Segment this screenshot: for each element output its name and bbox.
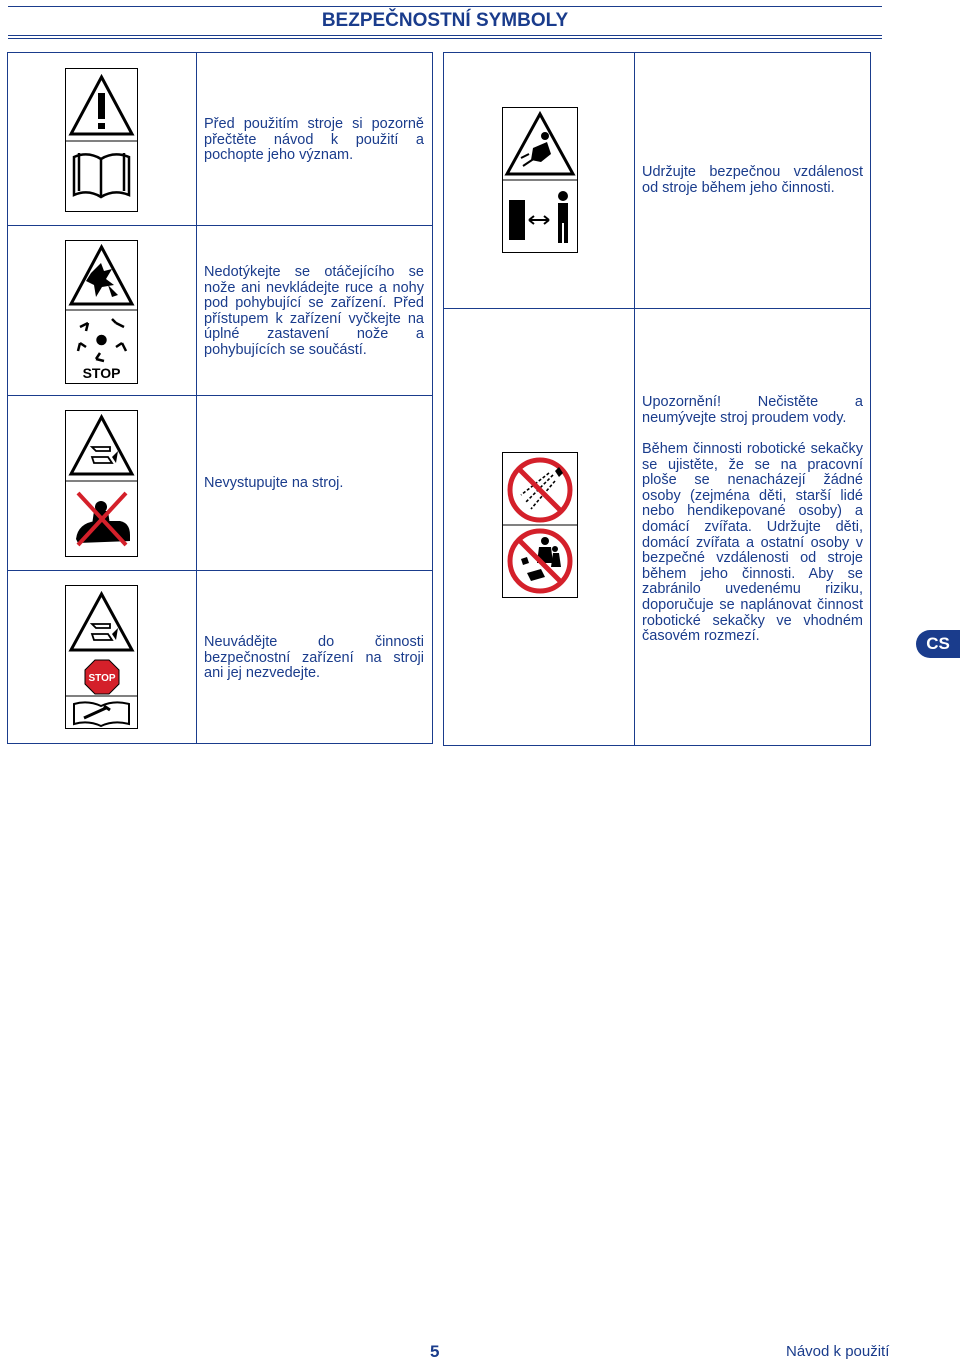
- warning-triangle-icon: [71, 77, 132, 134]
- no-water-jet-icon: [510, 460, 570, 520]
- stop-label: STOP: [88, 673, 116, 684]
- page-number: 5: [430, 1342, 440, 1361]
- foot-blade-warning-icon: [71, 417, 132, 474]
- right-table-column-divider: [634, 52, 635, 745]
- manual-wrench-icon: [74, 702, 129, 726]
- foot-blade-warning-icon: [71, 594, 132, 650]
- footer-doc-title: Návod k použití: [786, 1343, 890, 1360]
- row-children-pets-text: Během činnosti robotické sekačky se ujistěte, že se na pracovní ploše se nenacházejí žádné osoby (zejména děti, starší lidé nebo hendikepované osoby) a domácí zvířata. Udržujte děti, domácí zvířata a ostatní osoby v bezpečné vzdálenosti od stroje během jeho činnosti. Aby se zabránilo uvedenému riziku, doporučuje se naplánovat činnost robotické sekačky ve vhodném časovém rozmezí.: [642, 441, 863, 645]
- row-blade-text: Nedotýkejte se otáčejícího se nože ani nevkládejte ruce a nohy pod pohybující se zařízení. Před přístupem k zařízení vyčkejte na úplné zastavení nože a pohybujících se součástí.: [204, 264, 424, 358]
- header-bar: [8, 6, 882, 36]
- no-riding-icon: [76, 493, 130, 545]
- no-riding-icon-box: [65, 410, 138, 557]
- projectile-warning-icon: [507, 114, 573, 174]
- prohibition-icon-box: [502, 452, 578, 598]
- row-no-riding-text: Nevystupujte na stroj.: [204, 475, 344, 491]
- keep-distance-icon: [509, 191, 568, 243]
- left-table-row-divider: [7, 395, 432, 396]
- rotating-blade-icon: [78, 319, 126, 361]
- page-title: BEZPEČNOSTNÍ SYMBOLY: [321, 10, 569, 31]
- left-table-row-divider: [7, 225, 432, 226]
- read-manual-icon-box: [65, 68, 138, 212]
- blade-warning-icon-box: [65, 240, 138, 384]
- row-safety-device-text: Neuvádějte do činnosti bezpečnostní zařízení na stroji ani jej nezvedejte.: [204, 634, 424, 682]
- row-water-warning-text: Upozornění! Nečistěte a neumývejte stroj proudem vody.: [642, 394, 863, 426]
- stop-sign-icon: [85, 660, 119, 694]
- right-table-row-divider: [443, 308, 870, 309]
- left-table-row-divider: [7, 570, 432, 571]
- row-keep-distance-text: Udržujte bezpečnou vzdálenost od stroje během jeho činnosti.: [642, 164, 863, 196]
- keep-distance-icon-box: [502, 107, 578, 253]
- safety-device-icon-box: [65, 585, 138, 729]
- open-book-icon: [74, 153, 129, 197]
- header-underline: [8, 38, 882, 39]
- no-children-pets-icon: [510, 531, 570, 591]
- left-table-column-divider: [196, 52, 197, 743]
- hand-blade-warning-icon: [71, 247, 132, 304]
- row-read-manual-text: Před použitím stroje si pozorně přečtěte návod k použití a pochopte jeho význam.: [204, 116, 424, 164]
- stop-label: STOP: [82, 365, 121, 381]
- language-tab: CS: [916, 630, 960, 658]
